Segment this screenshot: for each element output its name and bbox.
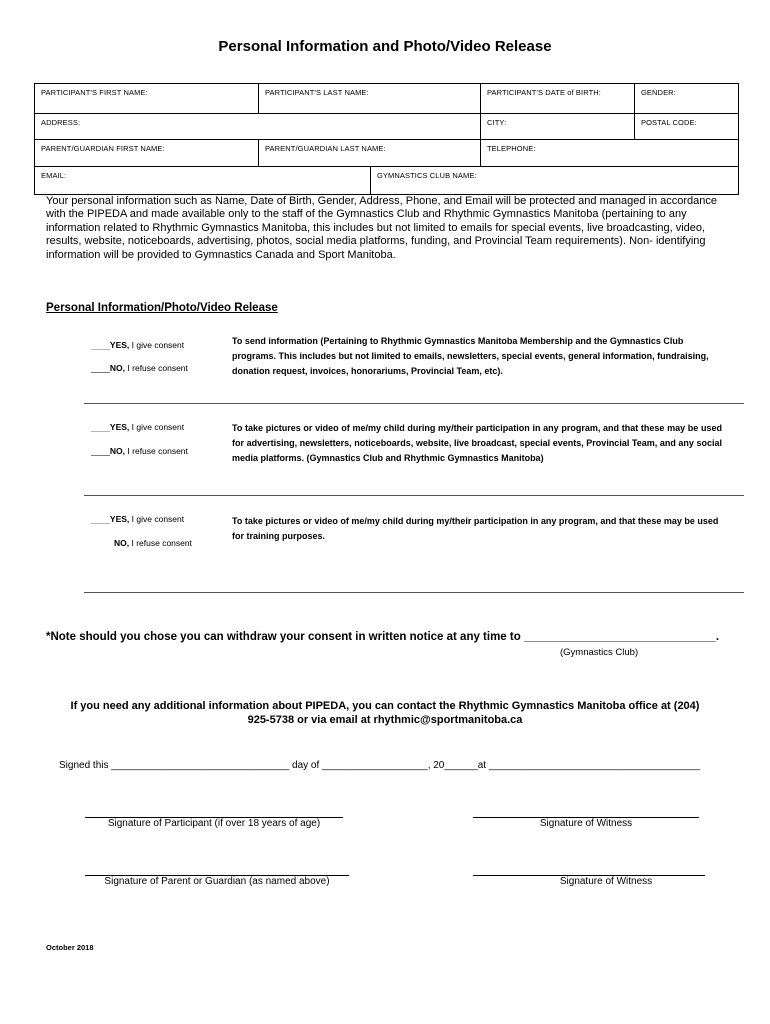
divider xyxy=(84,495,744,496)
participant-signature-label: Signature of Participant (if over 18 years of age) xyxy=(107,818,321,829)
witness-signature-label: Signature of Witness xyxy=(559,876,653,887)
consent-2-description: To take pictures or video of me/my child during my/their participation in any program, and that these may be used for advertising, newsletters, noticeboards, website, live broadcast, special events, Provincial Team, and any social media platforms. (Gymnastics Club and Rhythmic Gymnastics Manitoba) xyxy=(232,423,722,464)
last-name-field[interactable]: PARTICIPANT'S LAST NAME: xyxy=(259,84,481,114)
address-field[interactable]: ADDRESS: xyxy=(35,114,481,140)
divider xyxy=(84,592,744,593)
club-name-field[interactable]: GYMNASTICS CLUB NAME: xyxy=(371,167,739,195)
consent-1-no-option[interactable]: ____NO, I refuse consent xyxy=(91,363,188,373)
page-title: Personal Information and Photo/Video Release xyxy=(218,38,552,55)
guardian-signature-label: Signature of Parent or Guardian (as named above) xyxy=(104,876,330,887)
consent-2-no-option[interactable]: ____NO, I refuse consent xyxy=(91,446,188,456)
witness-signature-label: Signature of Witness xyxy=(539,818,633,829)
dob-field[interactable]: PARTICIPANT'S DATE of BIRTH: xyxy=(481,84,635,114)
consent-1-yes-option[interactable]: ____YES, I give consent xyxy=(91,340,185,350)
consent-3-description: To take pictures or video of me/my child during my/their participation in any program, and that these may be used for training purposes. xyxy=(232,516,719,542)
footer-date: October 2018 xyxy=(46,943,94,952)
section-heading: Personal Information/Photo/Video Release xyxy=(46,302,278,314)
privacy-paragraph: Your personal information such as Name, Date of Birth, Gender, Address, Phone, and Email will be protected and managed in accordance with the PIPEDA and made available only to the staff of the Gymnastics Club and Rhythmic Gymnastics Manitoba (pertaining to any information related to Rhythmic Gymnastics Manitoba, this includes but not limited to emails for special events, live broadcasting, video, results, website, noticeboards, advertising, photos, social media platforms, funding, and Provincial Team requirements). Non- identifying information will be provided to Gymnastics Canada and Sport Manitoba. xyxy=(46,195,717,261)
consent-1-description: To send information (Pertaining to Rhythmic Gymnastics Manitoba Membership and the Gymnastics Club programs. This includes but not limited to emails, newsletters, special events, general information, fundraising, donation request, invoices, honorariums, Provincial Team, etc). xyxy=(232,336,709,377)
email-field[interactable]: EMAIL: xyxy=(35,167,371,195)
city-field[interactable]: CITY: xyxy=(481,114,635,140)
withdraw-note: *Note should you chose you can withdraw your consent in written notice at any time to ______________________________. xyxy=(46,631,720,643)
first-name-field[interactable]: PARTICIPANT'S FIRST NAME: xyxy=(35,84,259,114)
guardian-last-name-field[interactable]: PARENT/GUARDIAN LAST NAME: xyxy=(259,140,481,167)
participant-info-form xyxy=(34,83,739,195)
club-caption: (Gymnastics Club) xyxy=(560,647,639,658)
divider xyxy=(84,403,744,404)
consent-2-yes-option[interactable]: ____YES, I give consent xyxy=(91,422,185,432)
contact-info: If you need any additional information about PIPEDA, you can contact the Rhythmic Gymnastics Manitoba office at (204) 925-5738 or via email at rhythmic@sportmanitoba.ca xyxy=(70,700,700,726)
gender-field[interactable]: GENDER: xyxy=(635,84,739,114)
consent-3-no-option[interactable]: NO, I refuse consent xyxy=(114,538,192,548)
consent-3-yes-option[interactable]: ____YES, I give consent xyxy=(91,514,185,524)
telephone-field[interactable]: TELEPHONE: xyxy=(481,140,739,167)
postal-code-field[interactable]: POSTAL CODE: xyxy=(635,114,739,140)
guardian-first-name-field[interactable]: PARENT/GUARDIAN FIRST NAME: xyxy=(35,140,259,167)
signed-line[interactable]: Signed this ________________________________ day of ___________________, 20______at ______________________________________ xyxy=(59,760,701,771)
